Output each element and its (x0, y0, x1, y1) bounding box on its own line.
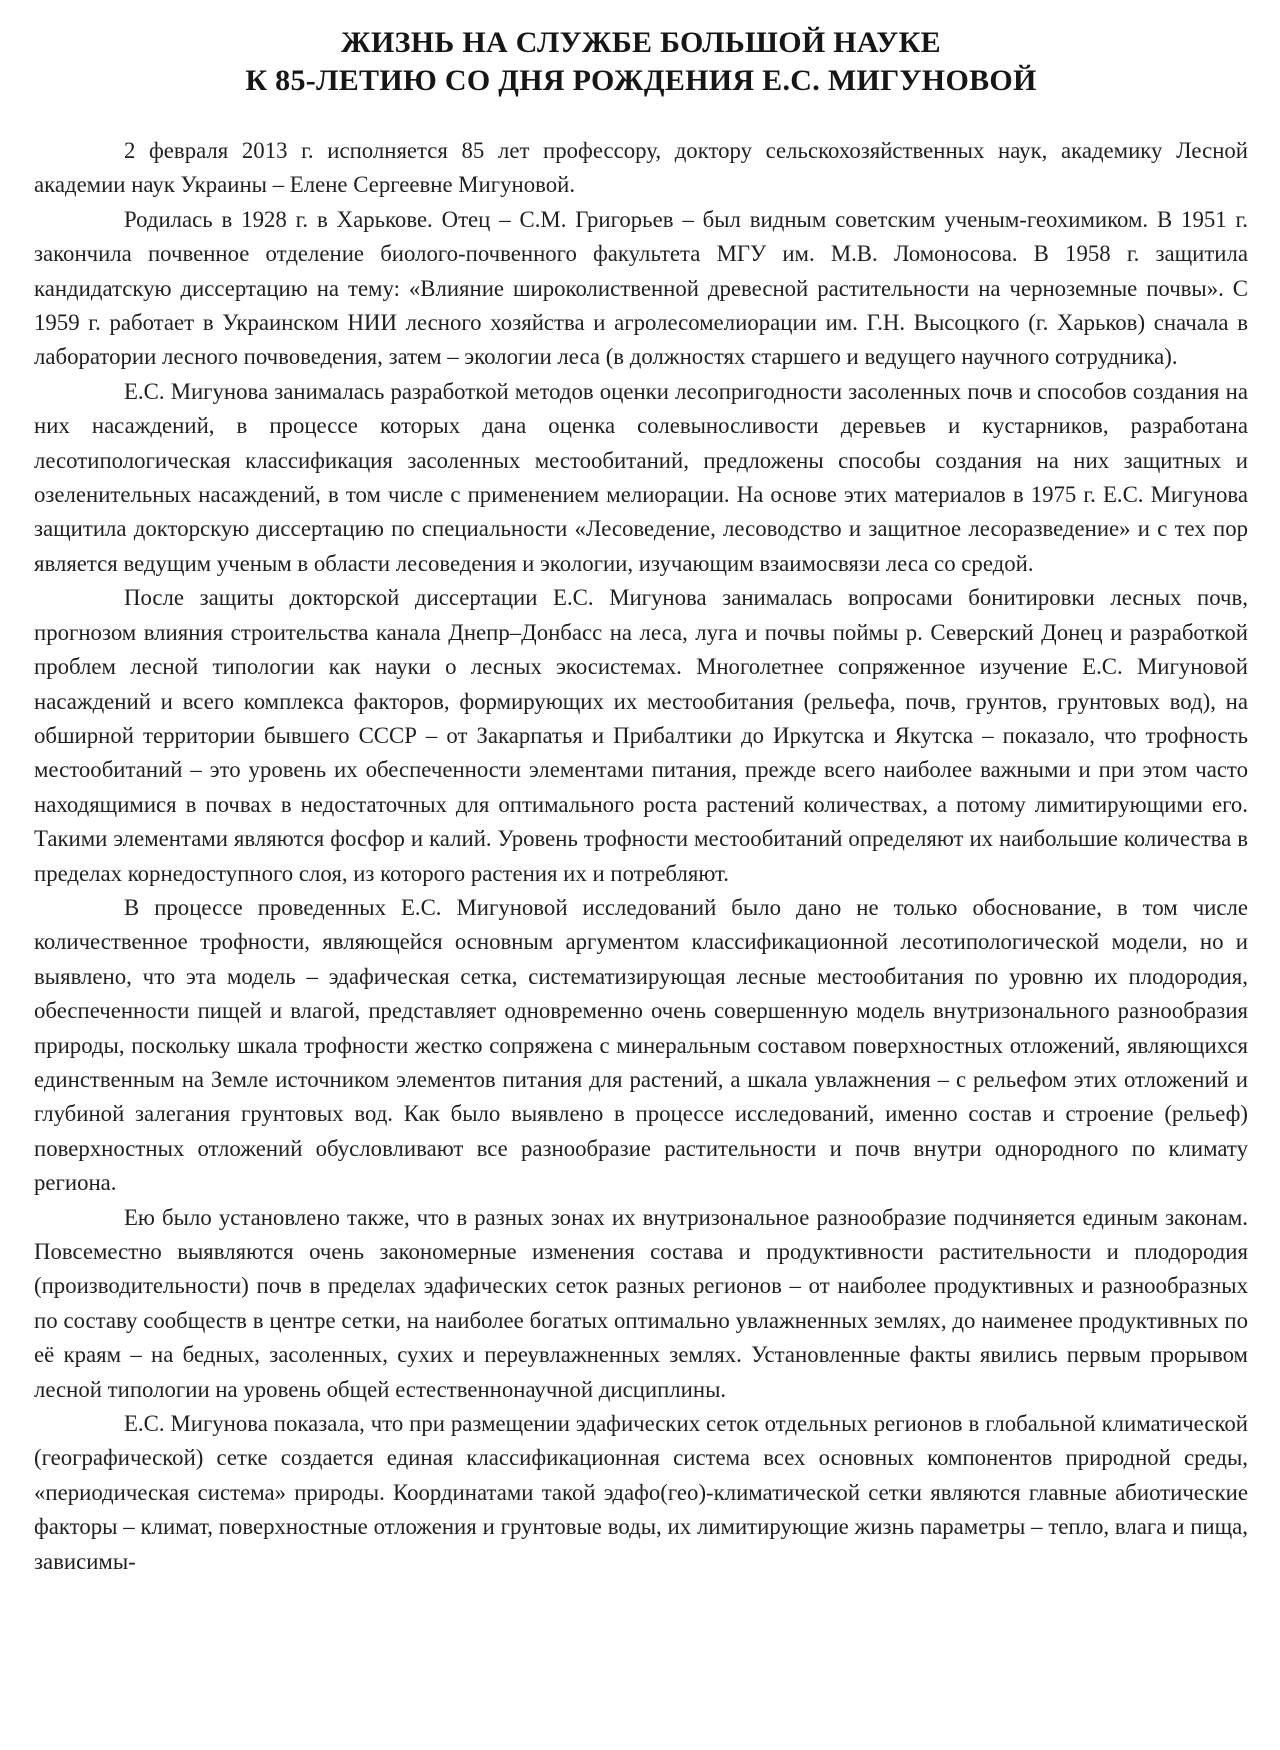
article-title-line-2: К 85-ЛЕТИЮ СО ДНЯ РОЖДЕНИЯ Е.С. МИГУНОВОЙ (245, 64, 1037, 97)
paragraph: В процессе проведенных Е.С. Мигуновой исследований было дано не только обоснование, в том числе количественное трофности, являющейся основным аргументом классификационной лесотипологической модели, но и выявлено, что эта модель – эдафическая сетка, систематизирующая лесные местообитания по уровню их плодородия, обеспеченности пищей и влагой, представляет одновременно очень совершенную модель внутризонального разнообразия природы, поскольку шкала трофности жестко сопряжена с минеральным составом поверхностных отложений, являющихся единственным на Земле источником элементов питания для растений, а шкала увлажнения – с рельефом этих отложений и глубиной залегания грунтовых вод. Как было выявлено в процессе исследований, именно состав и строение (рельеф) поверхностных отложений обусловливают все разнообразие растительности и почв внутри однородного по климату региона. (34, 894, 1248, 1196)
paragraph: После защиты докторской диссертации Е.С. Мигунова занималась вопросами бонитировки лесных почв, прогнозом влияния строительства канала Днепр–Донбасс на леса, луга и почвы поймы р. Северский Донец и разработкой проблем лесной типологии как науки о лесных экосистемах. Многолетнее сопряженное изучение Е.С. Мигуновой насаждений и всего комплекса факторов, формирующих их местообитания (рельефа, почв, грунтов, грунтовых вод), на обширной территории бывшего СССР – от Закарпатья и Прибалтики до Иркутска и Якутска – показало, что трофность местообитаний – это уровень их обеспеченности элементами питания, прежде всего наиболее важными и при этом часто находящимися в почвах в недостаточных для оптимального роста растений количествах, а потому лимитирующими его. Такими элементами являются фосфор и калий. Уровень трофности местообитаний определяют их наибольшие количества в пределах корнедоступного слоя, из которого растения их и потребляют. (34, 585, 1248, 886)
article-title (34, 24, 1248, 100)
article-title-line-1: ЖИЗНЬ НА СЛУЖБЕ БОЛЬШОЙ НАУКЕ (341, 26, 941, 59)
paragraph: Е.С. Мигунова показала, что при размещении эдафических сеток отдельных регионов в глобальной климатической (географической) сетке создается единая классификационная система всех основных компонентов природной среды, «периодическая система» природы. Координатами такой эдафо(гео)-климатической сетки являются главные абиотические факторы – климат, поверхностные отложения и грунтовые воды, их лимитирующие жизнь параметры – тепло, влага и пища, зависимы- (34, 1411, 1248, 1574)
paragraph: Е.С. Мигунова занималась разработкой методов оценки лесопригодности засоленных почв и способов создания на них насаждений, в процессе которых дана оценка солевыносливости деревьев и кустарников, разработана лесотипологическая классификация засоленных местообитаний, предложены способы создания на них защитных и озеленительных насаждений, в том числе с применением мелиорации. На основе этих материалов в 1975 г. Е.С. Мигунова защитила докторскую диссертацию по специальности «Лесоведение, лесоводство и защитное лесоразведение» и с тех пор является ведущим ученым в области лесоведения и экологии, изучающим взаимосвязи леса со средой. (34, 378, 1248, 576)
document-page (34, 24, 1248, 1579)
article-body (34, 134, 1248, 1579)
paragraph: Родилась в 1928 г. в Харькове. Отец – С.М. Григорьев – был видным советским ученым-геохимиком. В 1951 г. закончила почвенное отделение биолого-почвенного факультета МГУ им. М.В. Ломоносова. В 1958 г. защитила кандидатскую диссертацию на тему: «Влияние широколиственной древесной растительности на черноземные почвы». С 1959 г. работает в Украинском НИИ лесного хозяйства и агролесомелиорации им. Г.Н. Высоцкого (г. Харьков) сначала в лаборатории лесного почвоведения, затем – экологии леса (в должностях старшего и ведущего научного сотрудника). (34, 206, 1248, 370)
paragraph: 2 февраля 2013 г. исполняется 85 лет профессору, доктору сельскохозяйственных наук, академику Лесной академии наук Украины – Елене Сергеевне Мигуновой. (34, 138, 1248, 198)
paragraph: Ею было установлено также, что в разных зонах их внутризональное разнообразие подчиняется единым законам. Повсеместно выявляются очень закономерные изменения состава и продуктивности растительности и плодородия (производительности) почв в пределах эдафических сеток разных регионов – от наиболее продуктивных и разнообразных по составу сообществ в центре сетки, на наиболее богатых оптимально увлажненных землях, до наименее продуктивных по её краям – на бедных, засоленных, сухих и переувлажненных землях. Установленные факты явились первым прорывом лесной типологии на уровень общей естественнонаучной дисциплины. (34, 1204, 1248, 1402)
